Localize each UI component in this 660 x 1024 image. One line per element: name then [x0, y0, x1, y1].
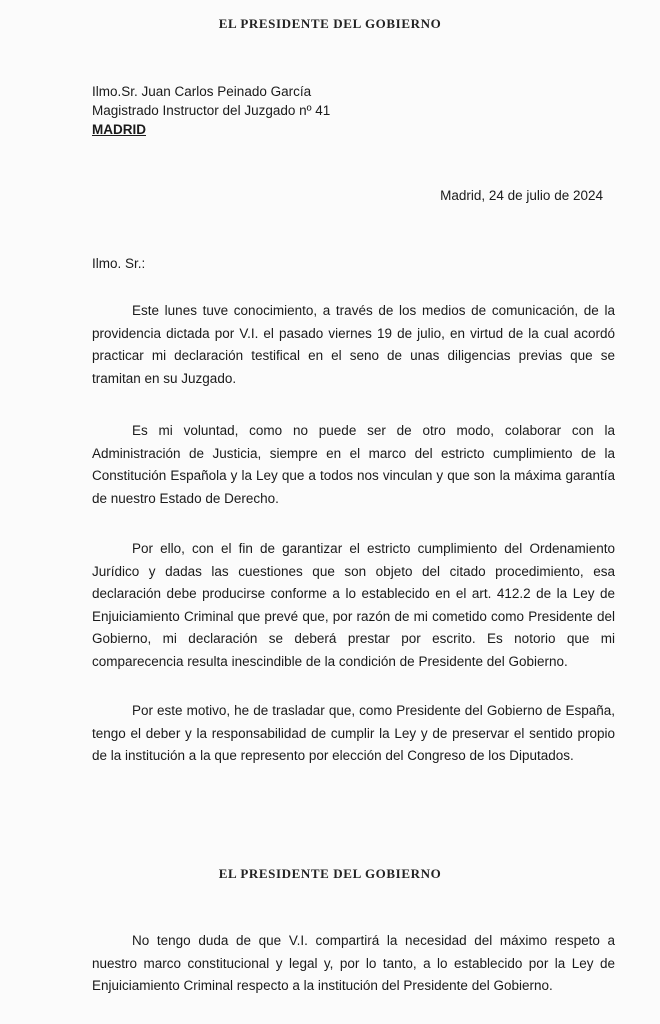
letter-date: Madrid, 24 de julio de 2024	[440, 188, 603, 203]
recipient-city: MADRID	[92, 122, 146, 137]
recipient-title: Magistrado Instructor del Juzgado nº 41	[92, 103, 331, 118]
salutation: Ilmo. Sr.:	[92, 256, 146, 271]
paragraph-3: Por ello, con el fin de garantizar el estricto cumplimiento del Ordenamiento Jurídico y dadas las cuestiones que son objeto del citado procedimiento, esa declaración debe producirse conforme a lo establecido en el art. 412.2 de la Ley de Enjuiciamiento Criminal que prevé que, por razón de mi cometido como Presidente del Gobierno, mi declaración se deberá prestar por escrito. Es notorio que mi comparecencia resulta inescindible de la condición de Presidente del Gobierno.	[92, 541, 615, 669]
paragraph-4: Por este motivo, he de trasladar que, como Presidente del Gobierno de España, tengo el deber y la responsabilidad de cumplir la Ley y de preservar el sentido propio de la institución a la que represento por elección del Congreso de los Diputados.	[92, 703, 615, 763]
recipient-name: Ilmo.Sr. Juan Carlos Peinado García	[92, 84, 312, 99]
paragraph-1: Este lunes tuve conocimiento, a través de los medios de comunicación, de la providencia dictada por V.I. el pasado viernes 19 de julio, en virtud de la cual acordó practicar mi declaración testifical en el seno de unas diligencias previas que se tramitan en su Juzgado.	[92, 303, 615, 386]
letterhead-top: EL PRESIDENTE DEL GOBIERNO	[218, 16, 442, 31]
letterhead-second-page: EL PRESIDENTE DEL GOBIERNO	[218, 866, 442, 881]
paragraph-2: Es mi voluntad, como no puede ser de otro modo, colaborar con la Administración de Justicia, siempre en el marco del estricto cumplimiento de la Constitución Española y la Ley que a todos nos vinculan y que son la máxima garantía de nuestro Estado de Derecho.	[92, 423, 615, 506]
recipient-address	[92, 82, 330, 139]
paragraph-5: No tengo duda de que V.I. compartirá la necesidad del máximo respeto a nuestro marco constitucional y legal y, por lo tanto, a lo establecido por la Ley de Enjuiciamiento Criminal respecto a la institución del Presidente del Gobierno.	[92, 933, 615, 993]
